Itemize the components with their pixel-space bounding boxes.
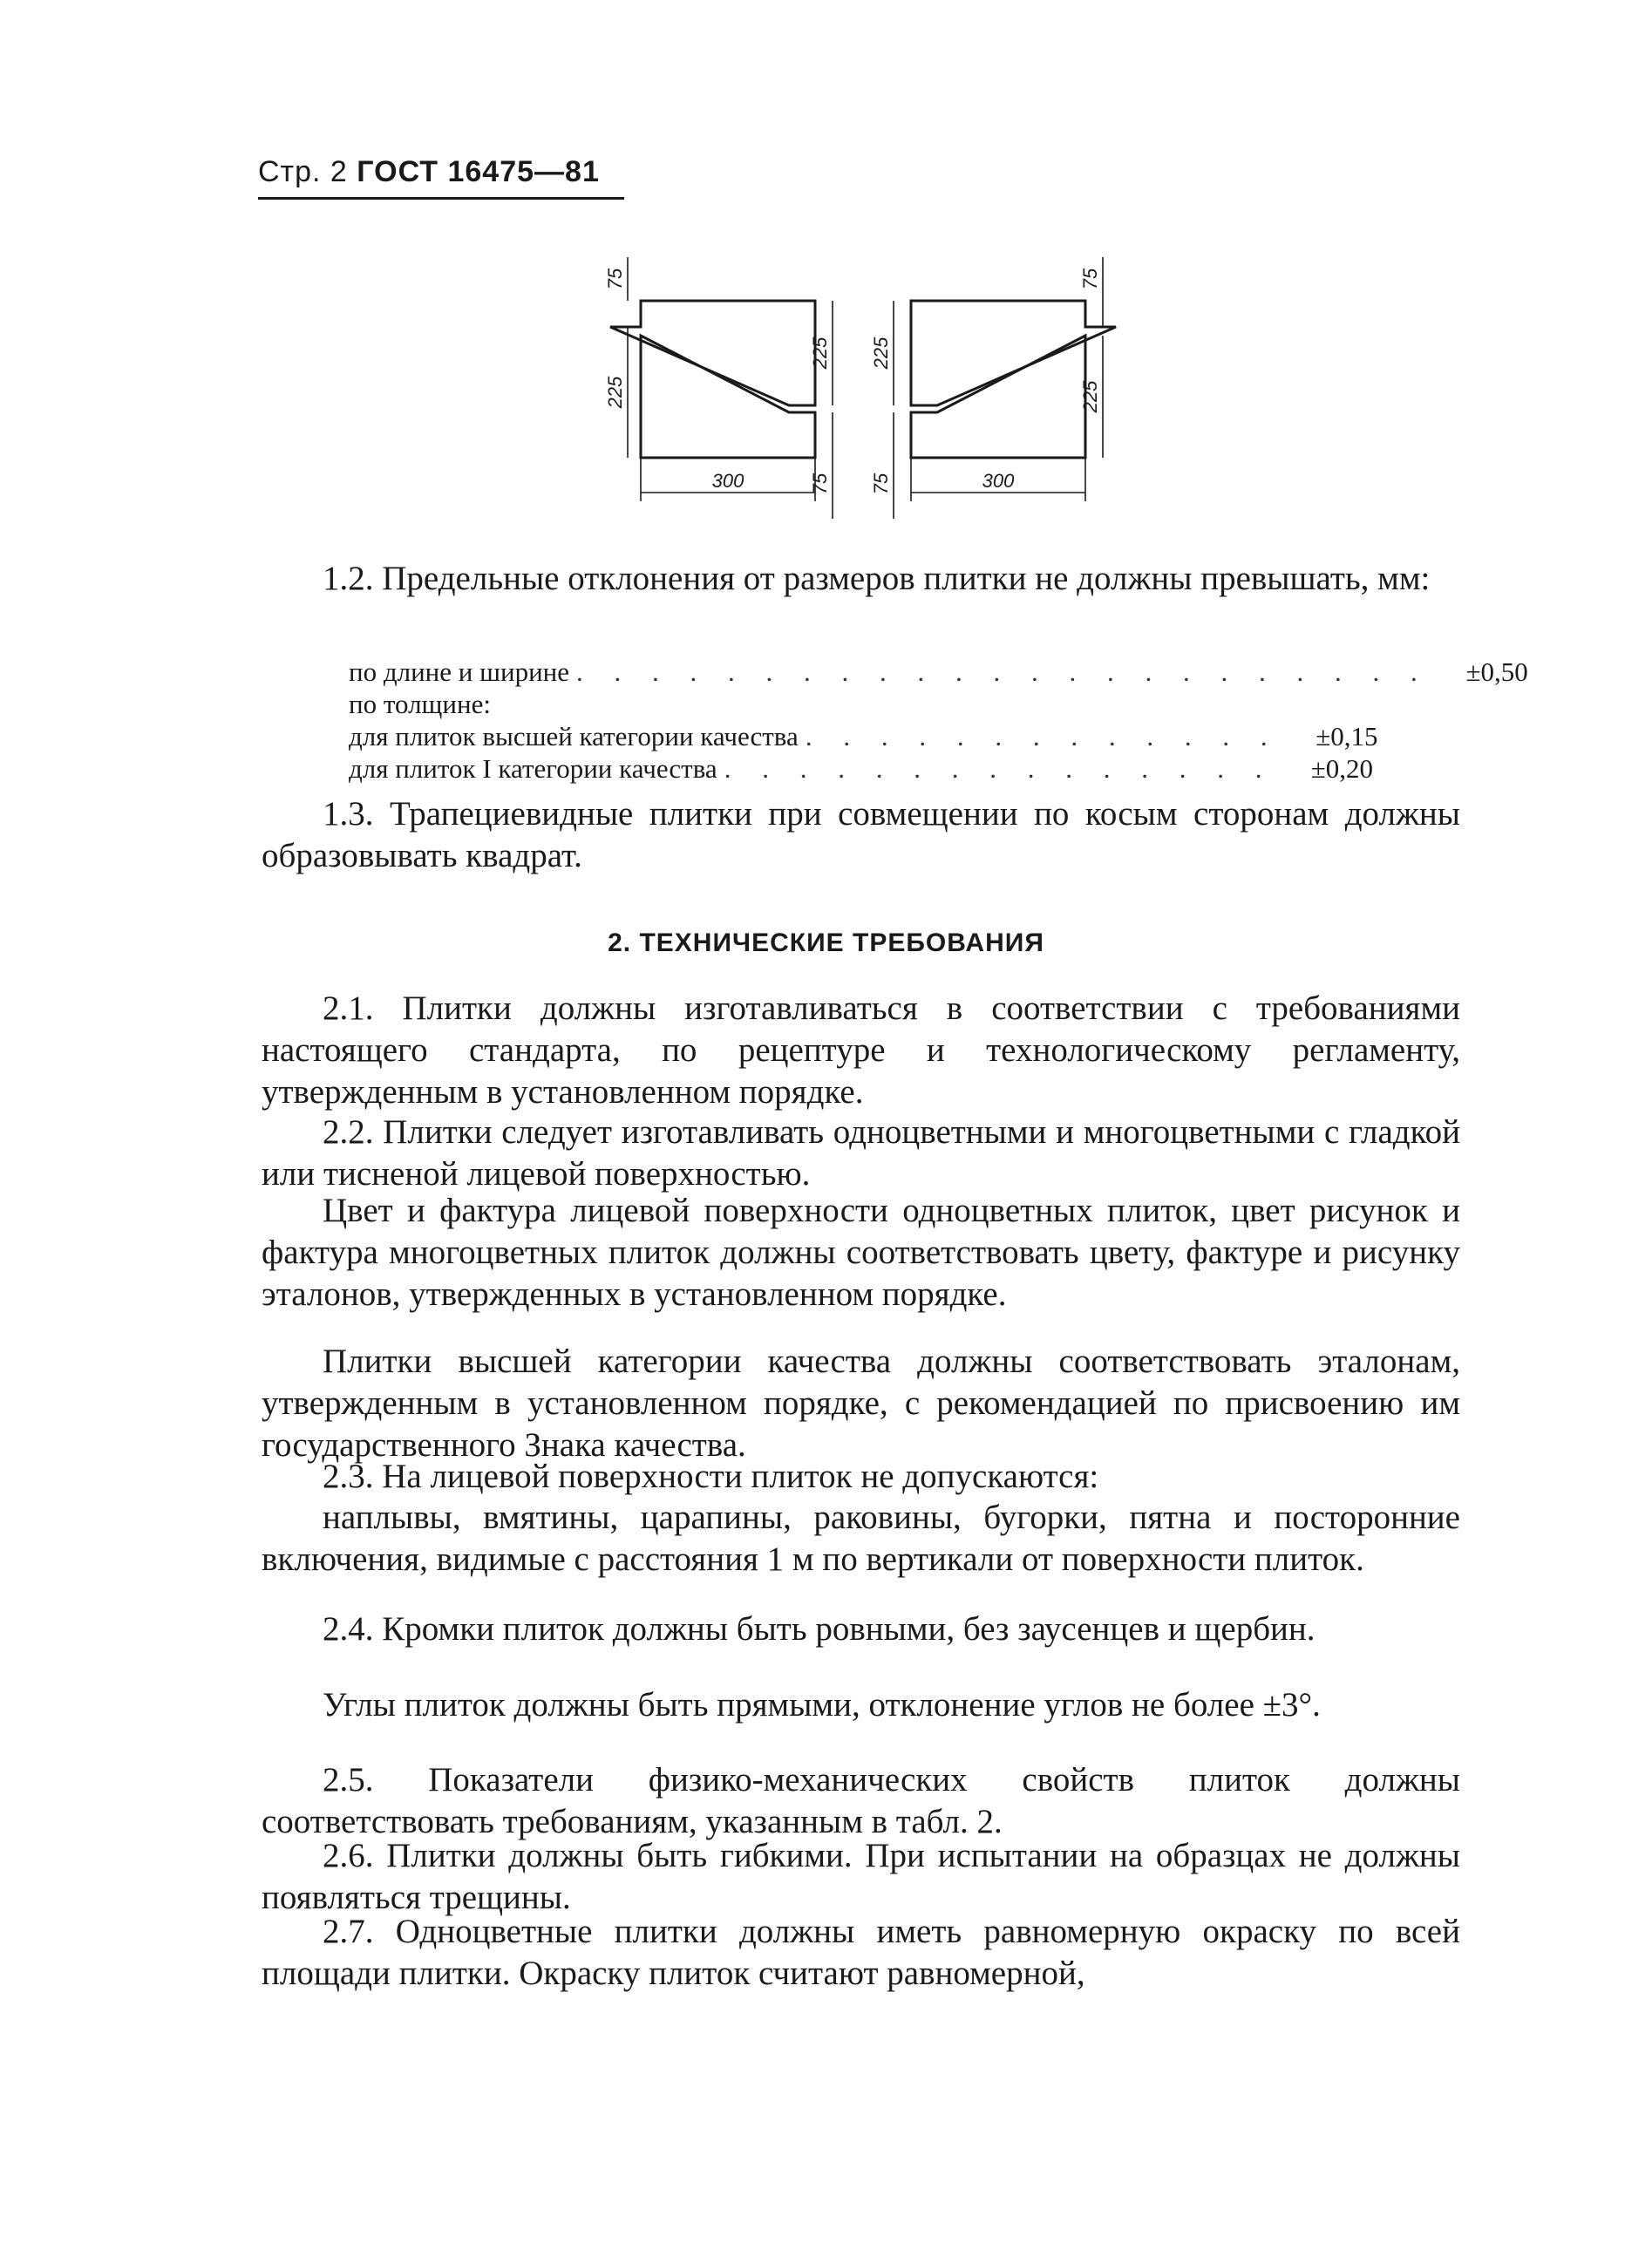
right-right-height-label: 225 (1079, 380, 1101, 413)
tile-shapes-figure (584, 240, 1142, 527)
paragraph-2-4-angles: Углы плиток должны быть прямыми, отклонение углов не более ±3°. (323, 1686, 1321, 1724)
paragraph-2-3: 2.3. На лицевой поверхности плиток не допускаются: (323, 1458, 1099, 1495)
paragraph-2-2-color: Цвет и фактура лицевой поверхности одноцветных плиток, цвет рисунок и фактура многоцветных плиток должны соответствовать цвету, фактуре и рисунку эталонов, утвержденных в установленном порядке. (262, 1192, 1460, 1313)
tolerance-list (349, 656, 1528, 785)
right-width-label: 300 (982, 470, 1015, 492)
leader-dots: . . . . . . . . . . . . . (805, 721, 1280, 751)
paragraph-2-2: 2.2. Плитки следует изготавливать одноцветными и многоцветными с гладкой или тисненой лицевой поверхностью. (262, 1113, 1460, 1193)
right-left-height-label: 225 (870, 337, 892, 370)
tolerance-row (349, 752, 1373, 785)
tolerance-value: ±0,15 (1315, 721, 1378, 751)
page-header (258, 155, 600, 189)
tolerance-row (349, 656, 1528, 688)
paragraph-2-2-quality: Плитки высшей категории качества должны соответствовать эталонам, утвержденным в установленном порядке, с рекомендацией по присвоению им государственного Знака качества. (262, 1343, 1460, 1464)
paragraph-2-6: 2.6. Плитки должны быть гибкими. При испытании на образцах не должны появляться трещины. (262, 1837, 1460, 1916)
tolerance-label: для плиток I категории качества (349, 753, 717, 784)
section-2-title: 2. ТЕХНИЧЕСКИЕ ТРЕБОВАНИЯ (608, 928, 1044, 957)
paragraph-2-4: 2.4. Кромки плиток должны быть ровными, без заусенцев и щербин. (323, 1610, 1315, 1648)
left-left-height-label: 225 (604, 376, 626, 409)
right-top-offset-label: 75 (1079, 268, 1101, 290)
tolerance-value: ±0,50 (1465, 656, 1528, 687)
paragraph-2-5: 2.5. Показатели физико-механических свойств плиток должны соответствовать требованиям, указанным в табл. 2. (262, 1761, 1460, 1840)
tile-shapes-drawing (584, 240, 1142, 527)
tolerance-label: по длине и ширине (349, 656, 570, 687)
paragraph-2-7: 2.7. Одноцветные плитки должны иметь равномерную окраску по всей площади плитки. Окраску плиток считают равномерной, (262, 1913, 1460, 1992)
right-bottom-offset-label: 75 (870, 473, 892, 495)
leader-dots: . . . . . . . . . . . . . . . . . . . . . . . (576, 656, 1430, 687)
paragraph-2-1: 2.1. Плитки должны изготавливаться в соответствии с требованиями настоящего стандарта, по рецептуре и технологическому регламенту, утвержденным в установленном порядке. (262, 989, 1460, 1111)
left-bottom-offset-label: 75 (809, 473, 831, 495)
tolerance-value: ±0,20 (1310, 753, 1373, 784)
left-tile-lower (641, 336, 815, 458)
left-top-offset-label: 75 (604, 268, 626, 290)
right-tile-lower (911, 336, 1085, 458)
left-right-height-label: 225 (809, 337, 831, 370)
header-rule (258, 197, 624, 200)
standard-number: ГОСТ 16475—81 (357, 155, 600, 188)
tolerance-label: для плиток высшей категории качества (349, 721, 799, 751)
paragraph-2-3-defects: наплывы, вмятины, царапины, раковины, бугорки, пятна и посторонние включения, видимые с расстояния 1 м по вертикали от поверхности плиток. (262, 1499, 1460, 1578)
leader-dots: . . . . . . . . . . . . . . . (724, 753, 1275, 784)
tolerance-label: по толщине: (349, 689, 491, 719)
paragraph-1-2: 1.2. Предельные отклонения от размеров плитки не должны превышать, мм: (323, 560, 1431, 597)
tolerance-row (349, 720, 1378, 752)
paragraph-1-3: 1.3. Трапециевидные плитки при совмещении по косым сторонам должны образовывать квадрат. (262, 795, 1460, 874)
tolerance-row (349, 688, 1373, 720)
left-width-label: 300 (711, 470, 744, 492)
page-label: Стр. 2 (258, 155, 348, 188)
